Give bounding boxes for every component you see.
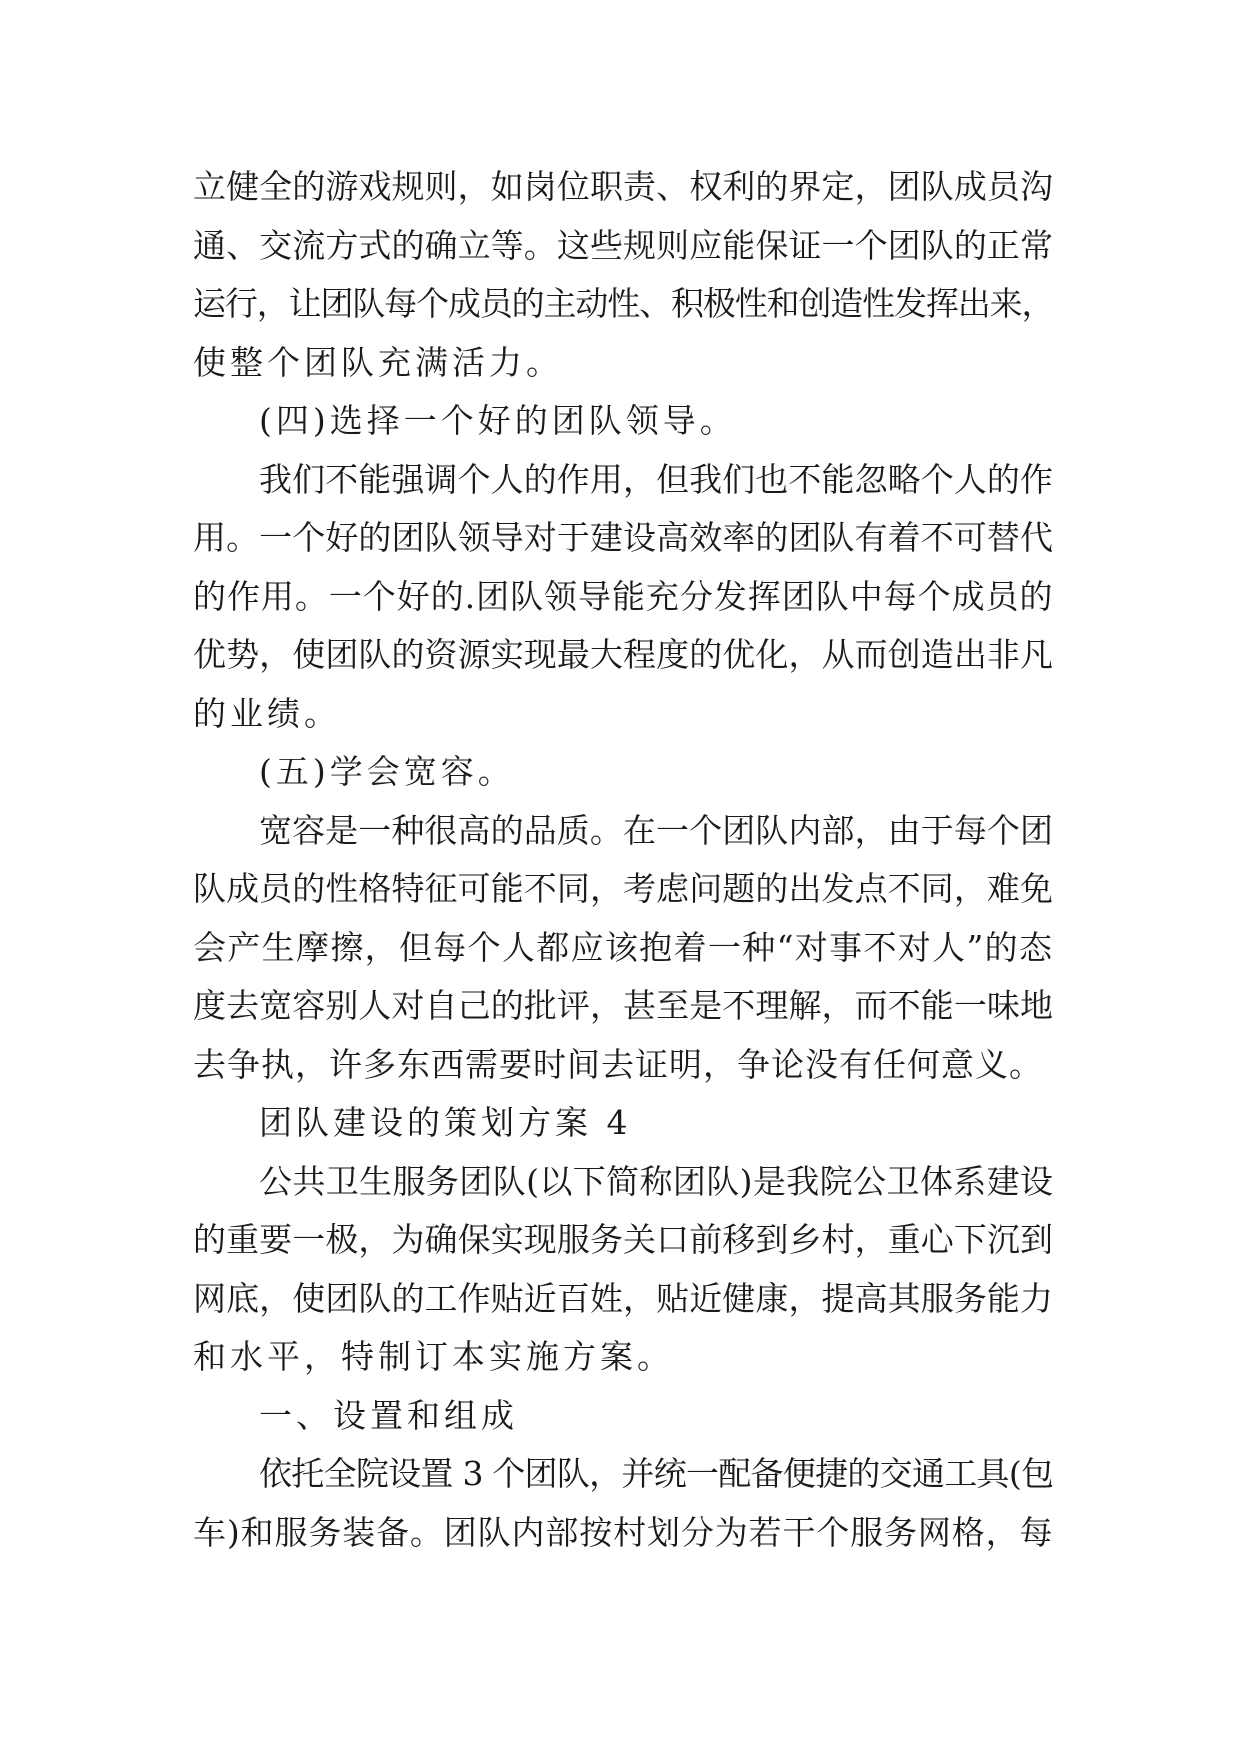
section-heading [193,743,1053,802]
text-line: 的作用。一个好的.团队领导能充分发挥团队中每个成员的 [193,576,1053,616]
text-line: 用。一个好的团队领导对于建设高效率的团队有着不可替代 [193,518,1053,557]
text-line: (五)学会宽容。 [259,752,515,791]
paragraph [193,451,1053,744]
section-heading [193,1094,1053,1153]
text-line: 使整个团队充满活力。 [193,342,563,382]
paragraph [193,1445,1053,1562]
text-line: 的重要一极，为确保实现服务关口前移到乡村，重心下沉到 [193,1220,1053,1259]
text-line: 和水平，特制订本实施方案。 [193,1337,674,1376]
text-line: 一、设置和组成 [259,1395,518,1435]
text-line: 度去宽容别人对自己的批评，甚至是不理解，而不能一味地 [193,986,1053,1025]
text-line: 立健全的游戏规则，如岗位职责、权利的界定，团队成员沟 [193,167,1053,206]
text-line: 去争执，许多东西需要时间去证明，争论没有任何意义。 [193,1044,1043,1084]
text-line: 我们不能强调个人的作用，但我们也不能忽略个人的作 [259,459,1053,499]
text-line: 宽容是一种很高的品质。在一个团队内部，由于每个团 [259,810,1053,850]
text-line: 依托全院设置 3 个团队，并统一配备便捷的交通工具(包 [259,1454,1053,1493]
text-line: (四)选择一个好的团队领导。 [259,401,737,440]
text-line: 公共卫生服务团队(以下简称团队)是我院公卫体系建设 [259,1161,1053,1201]
paragraph [193,158,1053,392]
text-line: 队成员的性格特征可能不同，考虑问题的出发点不同，难免 [193,869,1053,908]
section-heading [193,1387,1053,1446]
text-line: 运行，让团队每个成员的主动性、积极性和创造性发挥出来， [193,284,1053,323]
document-body [193,158,1053,1562]
text-line: 的业绩。 [193,693,341,733]
paragraph [193,1153,1053,1387]
text-line: 车)和服务装备。团队内部按村划分为若干个服务网格，每 [193,1512,1053,1552]
text-line: 优势，使团队的资源实现最大程度的优化，从而创造出非凡 [193,635,1053,674]
text-line: 团队建设的策划方案 4 [259,1103,632,1142]
text-line: 网底，使团队的工作贴近百姓，贴近健康，提高其服务能力 [193,1278,1053,1318]
paragraph [193,802,1053,1095]
text-line: 会产生摩擦，但每个人都应该抱着一种“对事不对人”的态 [193,927,1053,967]
text-line: 通、交流方式的确立等。这些规则应能保证一个团队的正常 [193,225,1053,265]
section-heading [193,392,1053,451]
